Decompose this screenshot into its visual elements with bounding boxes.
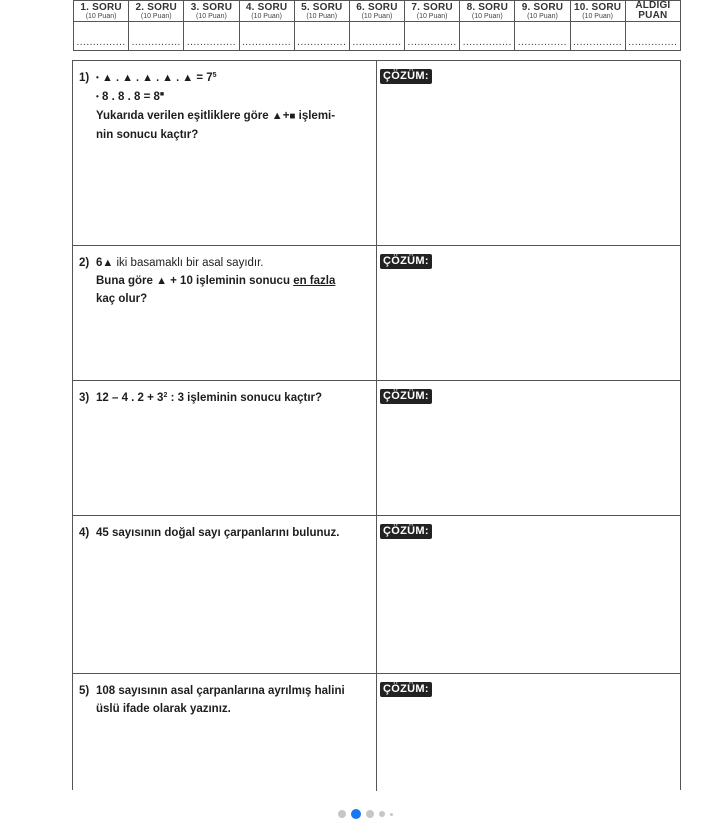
question-row-1 bbox=[73, 61, 680, 246]
q1-line-3 bbox=[79, 107, 364, 126]
q3-exponent: 2 bbox=[163, 392, 168, 399]
score-col-6 bbox=[349, 1, 404, 22]
q2-line-3: kaç olur? bbox=[96, 293, 148, 305]
score-blank: ............... bbox=[129, 22, 184, 51]
q2-underlined: en fazla bbox=[293, 275, 336, 287]
question-number: 5) bbox=[79, 685, 90, 697]
q1-line-2 bbox=[79, 88, 364, 107]
pager-dot[interactable] bbox=[366, 810, 374, 818]
question-grid bbox=[72, 60, 681, 790]
score-col-title: 6. SORU bbox=[356, 1, 398, 13]
score-col-title: 1. SORU bbox=[80, 1, 122, 13]
column-divider bbox=[376, 516, 377, 673]
score-col-9 bbox=[515, 1, 570, 22]
score-col-title: 8. SORU bbox=[466, 1, 508, 13]
q2-digit: 6 bbox=[96, 257, 103, 269]
pager-dot[interactable] bbox=[390, 813, 393, 816]
score-col-points: (10 Puan) bbox=[527, 12, 558, 20]
question-3-text bbox=[79, 389, 364, 407]
question-row-2 bbox=[73, 246, 680, 381]
score-col-points: (10 Puan) bbox=[196, 12, 227, 20]
bullet-icon: • bbox=[96, 92, 99, 101]
q3-text-a: 12 – 4 . 2 + 3 bbox=[96, 392, 164, 404]
square-icon: ■ bbox=[159, 91, 165, 98]
q1-eq1-exponent: 5 bbox=[212, 72, 217, 79]
score-blank: ............... bbox=[239, 22, 294, 51]
q1-eq2-lhs: 8 . 8 . 8 = 8 bbox=[102, 91, 160, 103]
question-number: 1) bbox=[79, 72, 90, 84]
score-col-8 bbox=[460, 1, 515, 22]
score-col-title: 5. SORU bbox=[301, 1, 343, 13]
square-icon: ■ bbox=[289, 111, 296, 122]
question-row-4 bbox=[73, 516, 680, 674]
score-blank: ............... bbox=[460, 22, 515, 51]
score-col-3 bbox=[184, 1, 239, 22]
score-col-title: 4. SORU bbox=[245, 1, 288, 13]
total-title-line2: PUAN bbox=[638, 10, 668, 21]
question-5-text bbox=[79, 682, 364, 718]
score-col-points: (10 Puan) bbox=[471, 12, 503, 20]
score-col-1 bbox=[74, 1, 129, 22]
q1-line3-b: işlemi- bbox=[295, 110, 336, 122]
score-col-total bbox=[625, 1, 680, 22]
q2-line2-b: + 10 işleminin sonucu bbox=[166, 275, 294, 287]
q5-line1: 108 sayısının asal çarpanlarına ayrılmış halini bbox=[96, 685, 345, 697]
score-blank: ............... bbox=[184, 22, 239, 51]
score-col-4 bbox=[239, 1, 294, 22]
column-divider bbox=[376, 61, 377, 245]
q1-line-1 bbox=[79, 69, 364, 88]
q5-line-1 bbox=[79, 682, 364, 700]
score-blank: ............... bbox=[515, 22, 570, 51]
q2-line1-text: iki basamaklı bir asal sayıdır. bbox=[113, 257, 264, 269]
score-blank: ............... bbox=[570, 22, 625, 51]
score-blank-row bbox=[74, 22, 681, 51]
column-divider bbox=[376, 674, 377, 791]
score-col-points: (10 Puan) bbox=[582, 12, 613, 20]
score-col-points: (10 Puan) bbox=[251, 12, 282, 20]
score-col-5 bbox=[294, 1, 349, 22]
q1-plus: + bbox=[282, 110, 290, 122]
solution-badge: ÇÖZÜM: bbox=[380, 254, 432, 269]
score-col-points: (10 Puan) bbox=[361, 12, 393, 20]
total-title-line1: ALDIĞI bbox=[635, 0, 671, 11]
q2-line-2 bbox=[79, 272, 364, 290]
score-col-7 bbox=[405, 1, 460, 22]
column-divider bbox=[376, 381, 377, 515]
triangle-icon: ▲ bbox=[156, 275, 167, 287]
pager-dot-active[interactable] bbox=[351, 809, 361, 819]
score-col-points: (10 Puan) bbox=[306, 12, 338, 20]
score-col-points: (10 Puan) bbox=[85, 12, 117, 20]
question-row-5 bbox=[73, 674, 680, 791]
score-header-row bbox=[74, 1, 681, 22]
score-col-2 bbox=[129, 1, 184, 22]
question-number: 2) bbox=[79, 257, 90, 269]
triangle-icon: ▲ bbox=[102, 257, 114, 269]
q3-text-b: : 3 işleminin sonucu kaçtır? bbox=[167, 392, 323, 404]
question-row-3 bbox=[73, 381, 680, 516]
pager-dot[interactable] bbox=[338, 810, 346, 818]
q1-line-4: nin sonucu kaçtır? bbox=[96, 129, 199, 141]
score-col-title: 10. SORU bbox=[574, 1, 622, 13]
q2-line-1 bbox=[79, 254, 364, 272]
q2-line2-a: Buna göre bbox=[96, 275, 157, 287]
question-2-text bbox=[79, 254, 364, 308]
q3-line-1 bbox=[79, 389, 364, 407]
question-number: 3) bbox=[79, 392, 90, 404]
q5-line-2: üslü ifade olarak yazınız. bbox=[96, 703, 231, 715]
question-number: 4) bbox=[79, 527, 90, 539]
solution-badge: ÇÖZÜM: bbox=[380, 389, 432, 404]
triangle-icon: ▲ bbox=[271, 110, 283, 122]
pager-dot[interactable] bbox=[379, 811, 385, 817]
triangle-icon: ▲ . ▲ . ▲ . ▲ . ▲ bbox=[102, 72, 194, 84]
score-col-title: 3. SORU bbox=[190, 1, 233, 13]
score-col-points: (10 Puan) bbox=[416, 12, 448, 20]
q1-eq1-rhs: = 7 bbox=[196, 72, 213, 84]
score-blank: ............... bbox=[294, 22, 349, 51]
score-col-title: 7. SORU bbox=[411, 1, 453, 13]
solution-badge: ÇÖZÜM: bbox=[380, 69, 432, 84]
score-blank: ............... bbox=[405, 22, 460, 51]
score-blank: ............... bbox=[74, 22, 129, 51]
question-4-text bbox=[79, 524, 364, 542]
score-col-title: 2. SORU bbox=[135, 1, 177, 13]
column-divider bbox=[376, 246, 377, 380]
q4-line-1 bbox=[79, 524, 364, 542]
carousel-pager[interactable] bbox=[338, 808, 393, 820]
score-col-10 bbox=[570, 1, 625, 22]
question-1-text bbox=[79, 69, 364, 144]
score-table bbox=[73, 0, 681, 51]
score-blank: ............... bbox=[625, 22, 680, 51]
score-blank: ............... bbox=[349, 22, 404, 51]
score-col-title: 9. SORU bbox=[521, 1, 564, 13]
score-col-points: (10 Puan) bbox=[140, 12, 172, 20]
bullet-icon: • bbox=[96, 73, 99, 82]
q1-line3-a: Yukarıda verilen eşitliklere göre bbox=[96, 110, 272, 122]
solution-badge: ÇÖZÜM: bbox=[380, 524, 432, 539]
solution-badge: ÇÖZÜM: bbox=[380, 682, 432, 697]
q4-text: 45 sayısının doğal sayı çarpanlarını bulunuz. bbox=[96, 527, 340, 539]
